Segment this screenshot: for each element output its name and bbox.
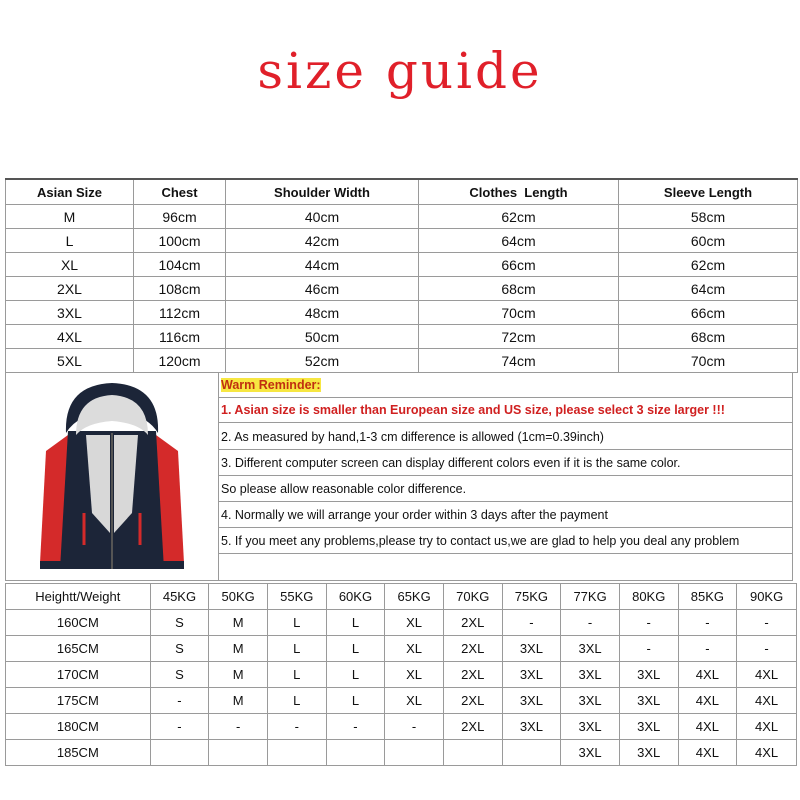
size-cell: 42cm — [226, 229, 419, 253]
header-weight: 85KG — [678, 584, 737, 610]
height-weight-table — [5, 583, 797, 766]
size-recommendation-cell: M — [209, 610, 268, 636]
size-cell: 46cm — [226, 277, 419, 301]
size-recommendation-cell: 4XL — [678, 714, 737, 740]
size-recommendation-cell: S — [150, 662, 209, 688]
size-recommendation-cell: 3XL — [502, 714, 561, 740]
size-recommendation-cell: 4XL — [678, 662, 737, 688]
size-recommendation-cell: - — [150, 688, 209, 714]
size-recommendation-cell: L — [267, 610, 326, 636]
weight-row — [6, 688, 797, 714]
size-row — [6, 301, 798, 325]
size-recommendation-cell: 3XL — [619, 662, 678, 688]
size-recommendation-cell: - — [678, 636, 737, 662]
size-recommendation-cell: - — [619, 610, 678, 636]
height-cell: 165CM — [6, 636, 151, 662]
height-cell: 160CM — [6, 610, 151, 636]
size-cell: 108cm — [134, 277, 226, 301]
size-cell: 68cm — [619, 325, 798, 349]
hoodie-jacket-icon — [6, 373, 218, 580]
size-recommendation-cell: 4XL — [678, 740, 737, 766]
size-recommendation-cell: L — [326, 636, 385, 662]
size-cell: 70cm — [419, 301, 619, 325]
header-weight: 60KG — [326, 584, 385, 610]
size-cell: 96cm — [134, 205, 226, 229]
reminder-line-3b: So please allow reasonable color difference. — [219, 477, 793, 502]
size-recommendation-cell: 4XL — [737, 688, 797, 714]
size-recommendation-cell: - — [150, 714, 209, 740]
size-cell: 116cm — [134, 325, 226, 349]
size-cell: 72cm — [419, 325, 619, 349]
size-table — [5, 178, 798, 373]
header-weight: 65KG — [385, 584, 444, 610]
size-recommendation-cell: 3XL — [619, 688, 678, 714]
header-weight: 55KG — [267, 584, 326, 610]
reminder-line-4: 4. Normally we will arrange your order within 3 days after the payment — [219, 503, 793, 528]
size-recommendation-cell: 3XL — [561, 636, 620, 662]
size-row — [6, 325, 798, 349]
header-weight: 45KG — [150, 584, 209, 610]
size-row — [6, 253, 798, 277]
size-recommendation-cell: XL — [385, 688, 444, 714]
size-recommendation-cell: 4XL — [678, 688, 737, 714]
size-recommendation-cell: 2XL — [443, 662, 502, 688]
size-recommendation-cell: - — [737, 610, 797, 636]
size-recommendation-cell — [267, 740, 326, 766]
size-recommendation-cell: 3XL — [561, 740, 620, 766]
reminder-title — [219, 373, 793, 398]
size-recommendation-cell: 3XL — [561, 688, 620, 714]
size-recommendation-cell: 4XL — [737, 714, 797, 740]
size-cell: 60cm — [619, 229, 798, 253]
size-cell: 100cm — [134, 229, 226, 253]
size-recommendation-cell: XL — [385, 662, 444, 688]
size-recommendation-cell: - — [209, 714, 268, 740]
size-row — [6, 229, 798, 253]
size-recommendation-cell: M — [209, 636, 268, 662]
size-cell: 120cm — [134, 349, 226, 373]
size-cell: L — [6, 229, 134, 253]
size-recommendation-cell: XL — [385, 636, 444, 662]
page-title: size guide — [257, 42, 543, 100]
weight-row — [6, 714, 797, 740]
weight-row — [6, 740, 797, 766]
size-cell: 5XL — [6, 349, 134, 373]
size-recommendation-cell: - — [737, 636, 797, 662]
size-cell: 4XL — [6, 325, 134, 349]
size-recommendation-cell: - — [267, 714, 326, 740]
size-recommendation-cell — [443, 740, 502, 766]
size-recommendation-cell: 3XL — [502, 688, 561, 714]
reminder-line-1: 1. Asian size is smaller than European size and US size, please select 3 size larger !!! — [219, 398, 793, 423]
header-chest: Chest — [134, 179, 226, 205]
size-cell: 48cm — [226, 301, 419, 325]
size-recommendation-cell — [209, 740, 268, 766]
header-weight: 50KG — [209, 584, 268, 610]
size-recommendation-cell: - — [678, 610, 737, 636]
size-recommendation-cell: L — [326, 688, 385, 714]
size-recommendation-cell: 3XL — [619, 714, 678, 740]
size-recommendation-cell: L — [326, 662, 385, 688]
size-cell: 64cm — [619, 277, 798, 301]
size-recommendation-cell — [150, 740, 209, 766]
size-cell: 50cm — [226, 325, 419, 349]
size-recommendation-cell: 3XL — [561, 714, 620, 740]
size-cell: 52cm — [226, 349, 419, 373]
size-cell: 64cm — [419, 229, 619, 253]
product-image — [6, 373, 219, 580]
size-cell: 40cm — [226, 205, 419, 229]
size-recommendation-cell — [502, 740, 561, 766]
height-cell: 175CM — [6, 688, 151, 714]
header-weight: 90KG — [737, 584, 797, 610]
header-shoulder-width: Shoulder Width — [226, 179, 419, 205]
size-cell: 112cm — [134, 301, 226, 325]
size-recommendation-cell: 2XL — [443, 688, 502, 714]
size-cell: 74cm — [419, 349, 619, 373]
weight-row — [6, 636, 797, 662]
header-asian-size: Asian Size — [6, 179, 134, 205]
size-recommendation-cell: 3XL — [502, 636, 561, 662]
size-recommendation-cell: - — [326, 714, 385, 740]
size-recommendation-cell: 2XL — [443, 714, 502, 740]
header-sleeve-length: Sleeve Length — [619, 179, 798, 205]
size-cell: 104cm — [134, 253, 226, 277]
size-recommendation-cell: 4XL — [737, 662, 797, 688]
size-cell: XL — [6, 253, 134, 277]
size-cell: 62cm — [619, 253, 798, 277]
size-recommendation-cell: - — [502, 610, 561, 636]
size-row — [6, 277, 798, 301]
height-cell: 180CM — [6, 714, 151, 740]
reminder-line-2: 2. As measured by hand,1-3 cm difference is allowed (1cm=0.39inch) — [219, 425, 793, 450]
size-cell: 2XL — [6, 277, 134, 301]
size-recommendation-cell: M — [209, 662, 268, 688]
size-recommendation-cell: 3XL — [502, 662, 561, 688]
size-recommendation-cell: L — [267, 636, 326, 662]
reminder-title-text: Warm Reminder: — [221, 378, 321, 392]
size-cell: 66cm — [619, 301, 798, 325]
height-cell: 170CM — [6, 662, 151, 688]
size-table-header — [6, 179, 798, 205]
header-weight: 70KG — [443, 584, 502, 610]
size-cell: 3XL — [6, 301, 134, 325]
size-recommendation-cell: L — [267, 662, 326, 688]
header-weight: 80KG — [619, 584, 678, 610]
size-recommendation-cell: 4XL — [737, 740, 797, 766]
size-recommendation-cell: 3XL — [619, 740, 678, 766]
size-recommendation-cell: S — [150, 610, 209, 636]
header-height-weight: Heightt/Weight — [6, 584, 151, 610]
height-cell: 185CM — [6, 740, 151, 766]
size-cell: 62cm — [419, 205, 619, 229]
size-recommendation-cell — [385, 740, 444, 766]
reminder-line-3: 3. Different computer screen can display different colors even if it is the same color. — [219, 451, 793, 476]
size-row — [6, 349, 798, 373]
weight-row — [6, 610, 797, 636]
size-recommendation-cell — [326, 740, 385, 766]
size-cell: 70cm — [619, 349, 798, 373]
size-cell: 66cm — [419, 253, 619, 277]
header-weight: 77KG — [561, 584, 620, 610]
size-cell: 58cm — [619, 205, 798, 229]
size-recommendation-cell: - — [385, 714, 444, 740]
warm-reminder-panel — [5, 372, 793, 581]
size-recommendation-cell: - — [561, 610, 620, 636]
size-recommendation-cell: 2XL — [443, 610, 502, 636]
size-recommendation-cell: 3XL — [561, 662, 620, 688]
reminder-line-5: 5. If you meet any problems,please try to contact us,we are glad to help you deal any problem — [219, 529, 793, 554]
size-recommendation-cell: M — [209, 688, 268, 714]
size-cell: 44cm — [226, 253, 419, 277]
size-cell: M — [6, 205, 134, 229]
header-weight: 75KG — [502, 584, 561, 610]
size-recommendation-cell: 2XL — [443, 636, 502, 662]
size-recommendation-cell: - — [619, 636, 678, 662]
size-recommendation-cell: XL — [385, 610, 444, 636]
size-recommendation-cell: L — [267, 688, 326, 714]
size-row — [6, 205, 798, 229]
weight-table-header — [6, 584, 797, 610]
size-recommendation-cell: L — [326, 610, 385, 636]
header-clothes-length: Clothes Length — [419, 179, 619, 205]
size-cell: 68cm — [419, 277, 619, 301]
weight-row — [6, 662, 797, 688]
size-recommendation-cell: S — [150, 636, 209, 662]
